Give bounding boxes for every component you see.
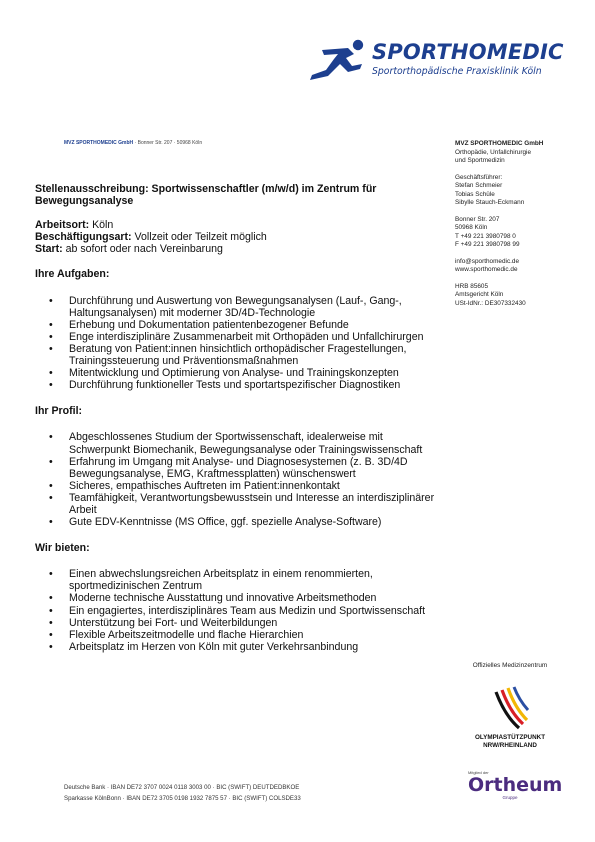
aside-specialty-2: und Sportmedizin — [455, 157, 505, 164]
olympia-line-1: OLYMPIASTÜTZPUNKT — [474, 734, 546, 741]
list-item: • Flexible Arbeitszeitmodelle und flache Hierarchien — [35, 629, 440, 641]
list-item: • Teamfähigkeit, Verantwortungsbewusstsein und Interesse an interdisziplinärer Arbeit — [35, 492, 440, 516]
aside-gf-1: Stefan Schmeier — [455, 182, 503, 189]
aside-ust: USt-IdNr.: DE307332430 — [455, 299, 526, 307]
aside-gf-3: Sibylle Stauch-Eckmann — [455, 199, 525, 206]
sporthomedic-logo — [308, 38, 568, 84]
aside-fax: F +49 221 3980798 99 — [455, 241, 520, 248]
bieten-list — [35, 568, 440, 653]
sender-company: MVZ SPORTHOMEDIC GmbH — [64, 140, 134, 146]
sender-line — [64, 140, 202, 146]
aside-email[interactable]: info@sporthomedic.de — [455, 257, 520, 265]
job-posting — [35, 183, 440, 653]
aufgaben-list — [35, 295, 440, 392]
partner-logos — [460, 662, 563, 800]
aside-gf-label: Geschäftsführer: — [455, 173, 503, 181]
heading-aufgaben: Ihre Aufgaben: — [35, 268, 110, 281]
list-item: • Arbeitsplatz im Herzen von Köln mit guter Verkehrsanbindung — [35, 641, 440, 653]
heading-bieten: Wir bieten: — [35, 542, 90, 555]
list-item: • Abgeschlossenes Studium der Sportwissenschaft, idealerweise mit Schwerpunkt Biomechanik, Bewegungsanalyse oder Trainingswissenschaft — [35, 431, 440, 455]
aside-hrb: HRB 85605 — [455, 282, 489, 290]
bank-line-2: Sparkasse KölnBonn · IBAN DE72 3705 0198 1932 7875 57 · BIC (SWIFT) COLSDE33 — [64, 794, 301, 802]
aside-specialty-1: Orthopädie, Unfallchirurgie — [455, 148, 532, 156]
list-item: • Durchführung funktioneller Tests und sportartspezifischer Diagnostiken — [35, 379, 440, 391]
ortheum-logo — [468, 770, 563, 800]
olympia-stripes-icon — [493, 686, 529, 732]
page-title: Stellenausschreibung: Sportwissenschaftler (m/w/d) im Zentrum für Bewegungsanalyse — [35, 183, 377, 208]
meta-beschaeftigungsart — [35, 231, 440, 243]
running-person-icon — [308, 38, 370, 82]
official-center-label: Offizielles Medizinzentrum — [472, 662, 548, 669]
sender-address: · Bonner Str. 207 · 50968 Köln — [133, 140, 203, 146]
meta-label: Arbeitsort: — [35, 219, 90, 232]
list-item: • Ein engagiertes, interdisziplinäres Team aus Medizin und Sportwissenschaft — [35, 605, 440, 617]
olympiastuetzpunkt-label — [460, 734, 560, 749]
ortheum-name: Ortheum — [468, 774, 563, 796]
list-item: • Beratung von Patient:innen hinsichtlich orthopädischer Fragestellungen, Trainingssteuerung und Präventionsmaßnahmen — [35, 343, 440, 367]
aside-street: Bonner Str. 207 — [455, 215, 500, 223]
ortheum-group: Gruppe — [502, 795, 518, 800]
aside-company: MVZ SPORTHOMEDIC GmbH — [455, 140, 544, 147]
meta-value: Vollzeit oder Teilzeit möglich — [131, 231, 267, 244]
list-item: • Gute EDV-Kenntnisse (MS Office, ggf. spezielle Analyse-Software) — [35, 516, 440, 528]
list-item: • Unterstützung bei Fort- und Weiterbildungen — [35, 617, 440, 629]
list-item: • Durchführung und Auswertung von Bewegungsanalysen (Lauf-, Gang-, Haltungsanalysen) mit moderner 3D/4D-Technologie — [35, 295, 440, 319]
aside-court: Amtsgericht Köln — [455, 291, 504, 298]
meta-label: Beschäftigungsart: — [35, 231, 132, 244]
brand-tagline: Sportorthopädische Praxisklinik Köln — [372, 66, 542, 77]
list-item: • Enge interdisziplinäre Zusammenarbeit mit Orthopäden und Unfallchirurgen — [35, 331, 440, 343]
bank-details-footer — [64, 783, 301, 804]
list-item: • Mitentwicklung und Optimierung von Analyse- und Trainingskonzepten — [35, 367, 440, 379]
aside-website[interactable]: www.sporthomedic.de — [455, 266, 518, 273]
list-item: • Sicheres, empathisches Auftreten im Patient:innenkontakt — [35, 480, 440, 492]
company-info-sidebar — [455, 140, 585, 308]
brand-name: SPORTHOMEDIC — [372, 40, 564, 64]
aside-city: 50968 Köln — [455, 224, 488, 231]
list-item: • Einen abwechslungsreichen Arbeitsplatz in einem renommierten, sportmedizinischen Zentrum — [35, 568, 440, 592]
meta-arbeitsort — [35, 219, 440, 231]
ortheum-member-label: Mitglied der — [468, 770, 489, 775]
aside-gf-2: Tobias Schüle — [455, 190, 495, 198]
heading-profil: Ihr Profil: — [35, 405, 83, 418]
meta-value: ab sofort oder nach Vereinbarung — [62, 243, 223, 256]
list-item: • Moderne technische Ausstattung und innovative Arbeitsmethoden — [35, 592, 440, 604]
profil-list — [35, 431, 440, 528]
meta-value: Köln — [89, 219, 114, 232]
list-item: • Erhebung und Dokumentation patientenbezogener Befunde — [35, 319, 440, 331]
list-item: • Erfahrung im Umgang mit Analyse- und Diagnosesystemen (z. B. 3D/4D Bewegungsanalyse, EMG, Kraftmessplatten) wünschenswert — [35, 456, 440, 480]
bank-line-1: Deutsche Bank · IBAN DE72 3707 0024 0118 3003 00 · BIC (SWIFT) DEUTDEDBKOE — [64, 784, 300, 791]
meta-start — [35, 243, 440, 255]
olympia-line-2: NRW/RHEINLAND — [483, 741, 537, 749]
meta-label: Start: — [35, 243, 63, 256]
aside-phone: T +49 221 3980798 0 — [455, 232, 516, 240]
